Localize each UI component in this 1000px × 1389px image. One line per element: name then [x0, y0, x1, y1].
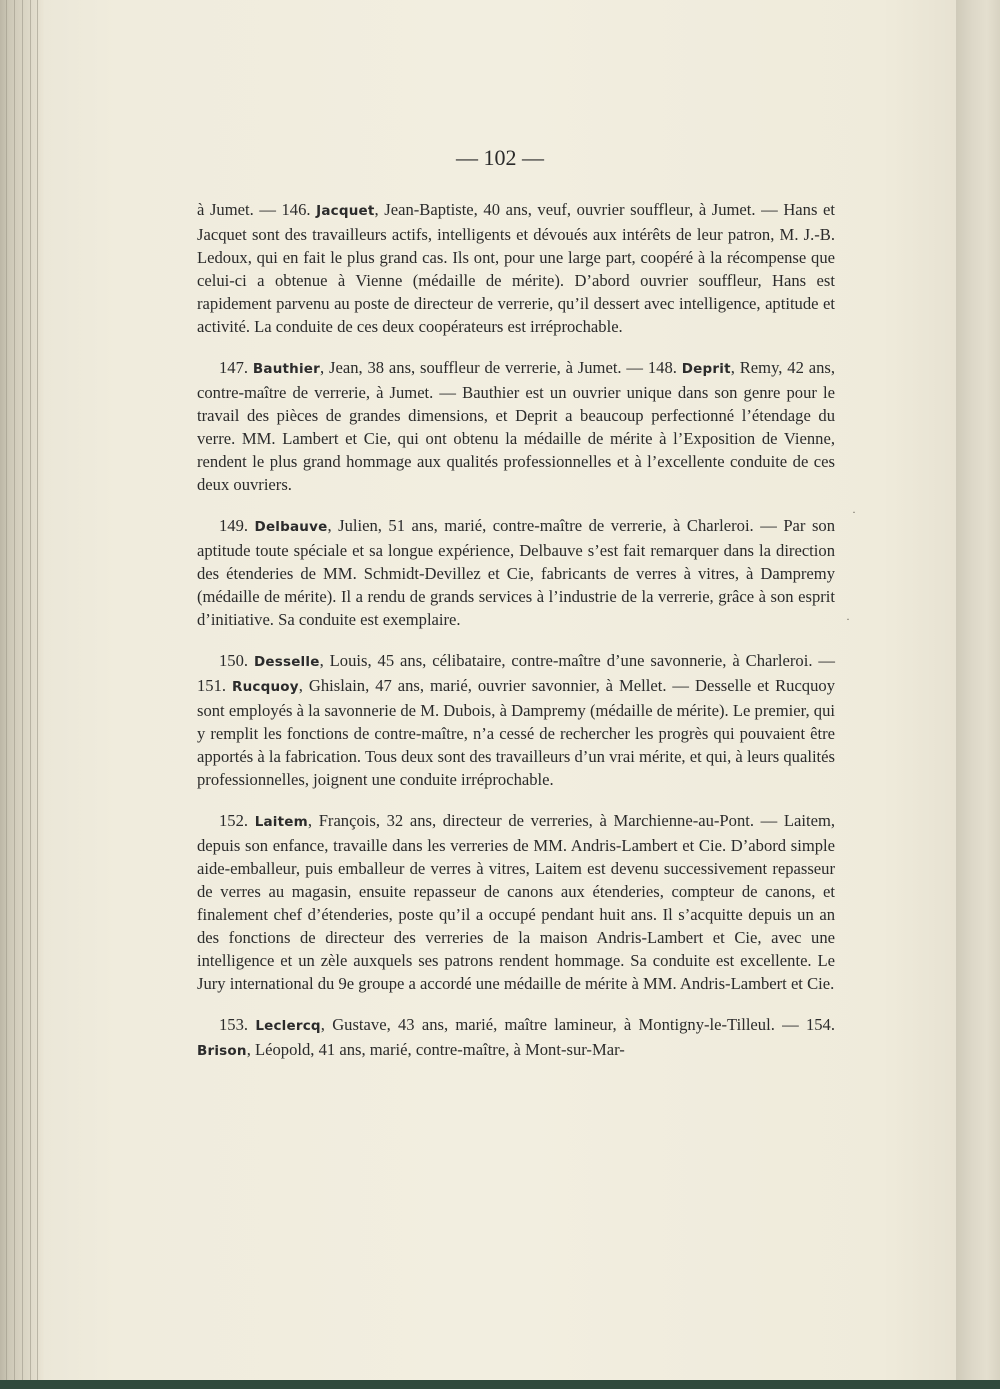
spine-line — [22, 0, 23, 1389]
text-run: , Ghislain, 47 ans, marié, ouvrier savonnier, à Mellet. — Desselle et Rucquoy sont employés à la savonnerie de M. Dubois, à Dampremy (médaille de mérite). Le premier, qui y remplit les fonctions de contre-maître, n’a cessé de rechercher les progrès qui pouvaient être apportés à la fabrication. Tous deux sont des travailleurs d’un vrai mérite, et qui, à leurs qualités professionnelles, joignent une conduite irréprochable. — [197, 676, 835, 789]
spine-line — [37, 0, 38, 1389]
body-text — [197, 198, 835, 1081]
text-run: 147. — [219, 358, 253, 377]
scan-bottom-border — [0, 1380, 1000, 1389]
paragraph — [197, 514, 835, 631]
text-run: , Gustave, 43 ans, marié, maître lamineur, à Montigny-le-Tilleul. — 154. — [320, 1015, 836, 1034]
person-name: Bauthier — [252, 361, 321, 377]
page-number: — 102 — — [456, 145, 544, 170]
person-name: Jacquet — [316, 203, 375, 219]
person-name: Leclercq — [255, 1018, 321, 1034]
spine-line — [14, 0, 15, 1389]
paragraph — [197, 198, 835, 338]
stray-mark: · — [852, 505, 856, 519]
text-run: 153. — [219, 1015, 256, 1034]
paragraph — [197, 356, 835, 496]
paragraph — [197, 809, 835, 995]
person-name: Rucquoy — [232, 679, 299, 695]
spine-line — [30, 0, 31, 1389]
book-spine-gutter — [0, 0, 44, 1389]
spine-line — [6, 0, 7, 1389]
text-run: à Jumet. — — [197, 200, 282, 219]
person-name: Delbauve — [254, 519, 328, 535]
person-name: Brison — [197, 1043, 247, 1059]
person-name: Laitem — [254, 814, 308, 830]
text-run: , Remy, 42 ans, contre-maître de verrerie, à Jumet. — Bauthier est un ouvrier unique dans son genre pour le travail des pièces de grandes dimensions, et Deprit a beaucoup perfectionné l’étendage du verre. MM. Lambert et Cie, qui ont obtenu la médaille de mérite à l’Exposition de Vienne, rendent le plus grand hommage aux qualités professionnelles et à l’excellente conduite de ces deux ouvriers. — [197, 358, 835, 494]
paragraph — [197, 1013, 835, 1063]
text-run: , Léopold, 41 ans, marié, contre-maître, à Mont-sur-Mar- — [246, 1040, 625, 1059]
text-run: , Louis, 45 ans, célibataire, contre-maître d’une savonnerie, à Charleroi. — 151. — [197, 651, 835, 695]
text-run: 152. — [219, 811, 255, 830]
text-run: , François, 32 ans, directeur de verreries, à Marchienne-au-Pont. — Laitem, depuis son enfance, travaille dans les verreries de MM. Andris-Lambert et Cie. D’abord simple aide-emballeur, puis emballeur de verres à vitres, Laitem est devenu successivement repasseur de verres au magasin, ensuite repasseur de canons aux étenderies, compteur de canons, et finalement chef d’étenderies, poste qu’il a occupé pendant huit ans. Il s’acquitte depuis un an des fonctions de directeur des verreries de la maison Andris-Lambert et Cie, avec une intelligence et un zèle auxquels ses patrons rendent hommage. Sa conduite est excellente. Le Jury international du 9e groupe a accordé une médaille de mérite à MM. Andris-Lambert et Cie. — [197, 811, 836, 993]
text-run: 149. — [219, 516, 255, 535]
page-edge-right — [956, 0, 1000, 1389]
text-run: , Jean, 38 ans, souffleur de verrerie, à Jumet. — 148. — [320, 358, 682, 377]
person-name: Desselle — [253, 654, 320, 670]
person-name: Deprit — [681, 361, 731, 377]
text-run: , Jean-Baptiste, 40 ans, veuf, ouvrier souffleur, à Jumet. — Hans et Jacquet sont des travailleurs actifs, intelligents et dévoués aux intérêts de leur patron, M. J.-B. Ledoux, qui en fait le plus grand cas. Ils ont, pour une large part, coopéré à la récompense que celui-ci a obtenue à Vienne (médaille de mérite). D’abord ouvrier souffleur, Hans est rapidement parvenu au poste de directeur de verrerie, qu’il dessert avec intelligence, aptitude et activité. La conduite de ces deux coopérateurs est irréprochable. — [197, 200, 835, 336]
paragraph — [197, 649, 835, 791]
stray-mark: · — [846, 612, 850, 626]
text-run: , Julien, 51 ans, marié, contre-maître de verrerie, à Charleroi. — Par son aptitude toute spéciale et sa longue expérience, Delbauve s’est fait remarquer dans la direction des étenderies de MM. Schmidt-Devillez et Cie, fabricants de verres à vitres, à Dampremy (médaille de mérite). Il a rendu de grands services à l’industrie de la verrerie, grâce à son esprit d’initiative. Sa conduite est exemplaire. — [197, 516, 835, 629]
text-run: 146. — [281, 200, 317, 219]
text-run: 150. — [219, 651, 254, 670]
